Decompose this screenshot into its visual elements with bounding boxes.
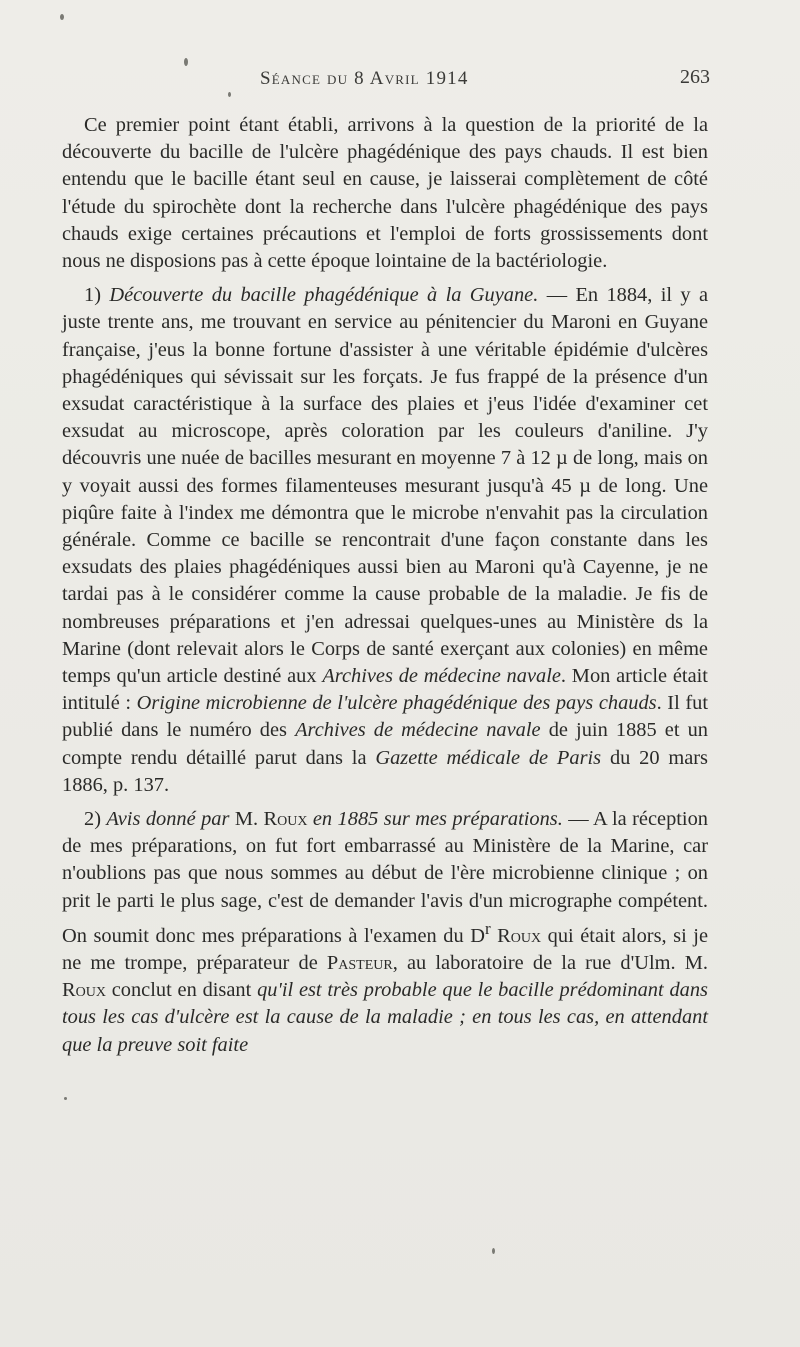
paper-speck — [60, 14, 64, 20]
paragraph-text: du 20 mars 1886, p. 137. — [62, 746, 708, 796]
paragraph-text: — En 1884, il y a juste trente ans, me trouvant en service au pénitencier du Maroni en Guyane française, j'eus la bonne fortune d'assister à une véritable épidémie d'ulcères phagédéniques qui sévissait sur les forçats. Je fus frappé de la présence d'un exsudat caractéristique à la surface des plaies et j'eus l'idée d'examiner cet exsudat au microscope, après coloration par les couleurs d'aniline. J'y découvris une nuée de bacilles mesurant en moyenne 7 à 12 µ de long, mais on y voyait aussi des formes filamenteuses mesurant jusqu'à 45 µ de long. Une piqûre faite à l'index me démontra que le microbe n'envahit pas la circulation générale. Comme ce bacille se rencontrait d'une façon constante dans les exsudats des plaies phagédéniques aussi bien au Maroni qu'à Cayenne, je ne tardai pas à le considérer comme la cause probable de la maladie. Je fis de nombreuses préparations et j'en adressai quelques-unes au Ministère ds la Marine (dont relevait alors le Corps de santé exerçant aux colonies) en même temps qu'un article destiné aux — [62, 284, 708, 688]
section-number: 1) — [84, 284, 110, 307]
section-heading: M. — [229, 808, 264, 831]
page-body — [62, 112, 708, 1059]
person-name: Pasteur — [326, 951, 393, 974]
paragraph-text: conclut en disant — [105, 979, 258, 1002]
superscript: r — [484, 918, 491, 938]
person-name: Roux — [263, 808, 308, 831]
paper-speck — [228, 92, 231, 97]
paragraph-text: , au laboratoire de la rue d'Ulm. M. — [392, 951, 708, 974]
section-heading: Découverte du bacille phagédénique à la Guyane. — [109, 284, 539, 307]
paragraph-text: Ce premier point étant établi, arrivons à la question de la priorité de la découverte du bacille de l'ulcère phagédénique des pays chauds. Il est bien entendu que le bacille étant seul en cause, je laisserai complètement de côté l'étude du spirochète dont la recherche dans l'ulcère phagédénique des pays chauds exige certaines précautions et l'emploi de forts grossissements dont nous ne disposions pas à cette époque lointaine de la bactériologie. — [62, 114, 708, 273]
section-heading: en 1885 sur mes préparations. — [307, 808, 563, 831]
paragraph-text: — A la réception de mes préparations, on fut fort embarrassé au Ministère de la Marine, car n'oublions pas que nous sommes au début de l'ère microbienne clinique ; on prit le parti le plus sage, c'est de demander l'avis d'un micrographe compétent. On soumit donc mes préparations à l'examen du D — [62, 808, 708, 947]
article-title: Origine microbienne de l'ulcère phagédénique des pays chauds — [136, 692, 657, 715]
section-number: 2) — [84, 808, 107, 831]
journal-title: Archives de médecine navale — [322, 665, 561, 688]
paragraph-roux-opinion — [62, 806, 708, 1059]
paper-speck — [492, 1248, 495, 1254]
running-header — [60, 64, 710, 94]
running-header-title: Séance du 8 Avril 1914 — [260, 68, 469, 89]
paragraph-discovery-guyane — [62, 282, 708, 799]
quoted-conclusion: qu'il est très probable que le bacille prédominant dans tous les cas d'ulcère est la cause de la maladie ; en tous les cas, en attendant que la preuve soit faite — [62, 979, 708, 1056]
paper-speck — [184, 58, 188, 66]
person-name: Roux — [62, 979, 106, 1002]
journal-title: Archives de médecine navale — [295, 719, 541, 742]
paragraph-priority-question — [62, 112, 708, 275]
person-name: Roux — [497, 924, 542, 947]
section-heading: Avis donné par — [106, 808, 230, 831]
paragraph-text: de juin 1885 et un compte rendu détaillé parut dans la — [62, 719, 709, 769]
page-number: 263 — [680, 66, 710, 88]
journal-title: Gazette médicale de Paris — [375, 746, 602, 769]
paragraph-text: . Il fut publié dans le numéro des — [62, 692, 708, 742]
paper-speck — [64, 1097, 67, 1100]
paragraph-text: qui était alors, si je ne me trompe, préparateur de — [62, 924, 708, 974]
paragraph-text: . Mon article était intitulé : — [62, 665, 708, 715]
